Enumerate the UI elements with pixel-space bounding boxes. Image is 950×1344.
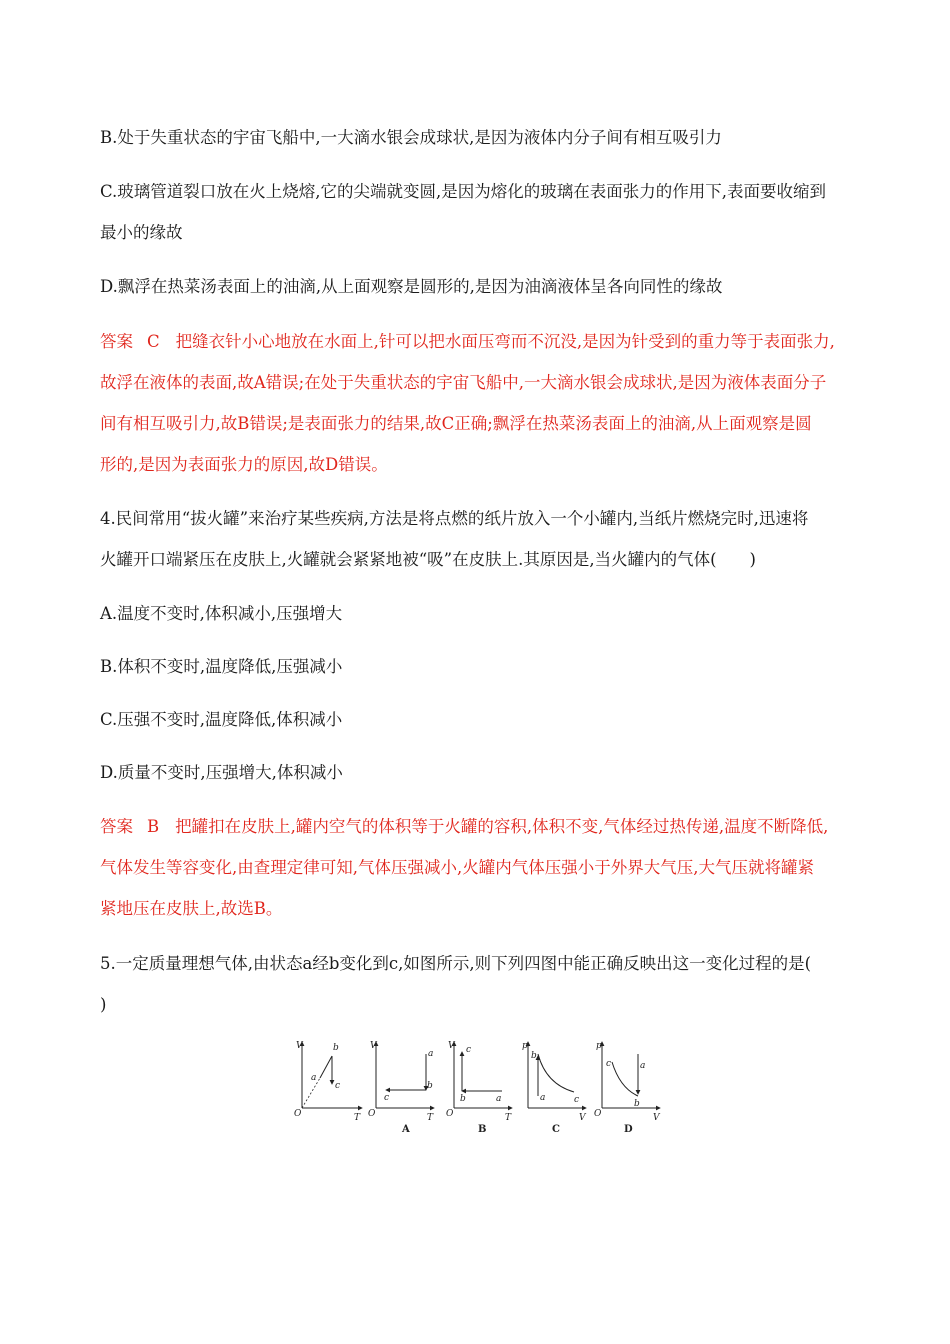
graph-d [594,1041,661,1135]
b-x-label: T [505,1113,512,1123]
b-point-c: c [466,1045,472,1055]
main-point-b: b [333,1043,339,1053]
q4-stem-line2: 火罐开口端紧压在皮肤上,火罐就会紧紧地被“吸”在皮肤上.其原因是,当火罐内的气体( ) [100,550,756,569]
q4-option-a: A.温度不变时,体积减小,压强增大 [100,604,343,623]
q3-explanation-line2: 故浮在液体的表面,故A错误;在处于失重状态的宇宙飞船中,一大滴水银会成球状,是因为液体表面分子 [100,373,827,392]
a-y-label: V [370,1041,377,1051]
q3-option-d: D.飘浮在热菜汤表面上的油滴,从上面观察是圆形的,是因为油滴液体呈各向同性的缘故 [100,277,723,296]
q4-option-b: B.体积不变时,温度降低,压强减小 [100,657,343,676]
explanation-text: 把缝衣针小心地放在水面上,针可以把水面压弯而不沉没,是因为针受到的重力等于表面张力, [175,332,835,351]
main-x-label: T [354,1113,361,1123]
q3-answer-line1 [100,331,860,353]
q3-explanation-line3: 间有相互吸引力,故B错误;是表面张力的结果,故C正确;飘浮在热菜汤表面上的油滴,从上面观察是圆 [100,414,812,433]
b-point-b: b [460,1094,466,1104]
c-point-c: c [574,1095,580,1105]
q4-explanation-line3: 紧地压在皮肤上,故选B。 [100,899,283,918]
graph-b [446,1041,512,1135]
c-bc-curve [538,1054,574,1092]
d-origin-label: O [594,1109,602,1119]
main-point-c: c [335,1081,341,1091]
q5-stem-line1: 5.一定质量理想气体,由状态a经b变化到c,如图所示,则下列四图中能正确反映出这一变化过程的是( [100,954,812,973]
main-ab-line [320,1056,332,1078]
explanation-text: 把罐扣在皮肤上,罐内空气的体积等于火罐的容积,体积不变,气体经过热传递,温度不断降低, [175,817,829,836]
a-origin-label: O [368,1109,376,1119]
c-point-b: b [531,1051,537,1061]
q4-answer-line1 [100,816,860,838]
main-origin-label: O [294,1109,302,1119]
c-caption: C [552,1124,560,1135]
d-x-label: V [653,1113,660,1123]
q4-option-c: C.压强不变时,温度降低,体积减小 [100,710,343,729]
a-point-c: c [384,1093,390,1103]
answer-letter: B [147,817,160,836]
main-y-label: V [296,1041,303,1051]
b-y-label: V [448,1041,455,1051]
a-x-label: T [427,1113,434,1123]
a-point-a: a [428,1049,434,1059]
main-point-a: a [311,1073,317,1083]
c-x-label: V [579,1113,586,1123]
c-point-a: a [540,1093,546,1103]
answer-label: 答案 [100,817,133,836]
c-y-label: p [522,1041,528,1051]
q4-stem-line1: 4.民间常用“拔火罐”来治疗某些疾病,方法是将点燃的纸片放入一个小罐内,当纸片燃烧完时,迅速将 [100,509,809,528]
d-point-a: a [640,1061,646,1071]
q3-option-c-line2: 最小的缘故 [100,223,183,242]
a-point-b: b [427,1081,433,1091]
answer-letter: C [147,332,160,351]
d-caption: D [624,1124,633,1135]
main-graph [294,1041,362,1123]
b-point-a: a [496,1094,502,1104]
b-caption: B [478,1124,487,1135]
q3-explanation-line4: 形的,是因为表面张力的原因,故D错误。 [100,455,388,474]
b-origin-label: O [446,1109,454,1119]
answer-label: 答案 [100,332,133,351]
d-y-label: p [596,1041,602,1051]
d-bc-curve [612,1062,638,1096]
q4-explanation-line2: 气体发生等容变化,由查理定律可知,气体压强减小,火罐内气体压强小于外界大气压,大气压就将罐紧 [100,858,814,877]
d-point-c: c [606,1059,612,1069]
a-caption: A [402,1124,410,1135]
d-point-b: b [634,1099,640,1109]
graph-c [522,1041,587,1135]
graph-a [368,1041,434,1135]
q3-option-c-line1: C.玻璃管道裂口放在火上烧熔,它的尖端就变圆,是因为熔化的玻璃在表面张力的作用下,表面要收缩到 [100,182,827,201]
q4-option-d: D.质量不变时,压强增大,体积减小 [100,763,343,782]
q3-option-b: B.处于失重状态的宇宙飞船中,一大滴水银会成球状,是因为液体内分子间有相互吸引力 [100,128,722,147]
q5-figure [290,1036,670,1136]
q5-stem-line2: ) [100,995,107,1014]
